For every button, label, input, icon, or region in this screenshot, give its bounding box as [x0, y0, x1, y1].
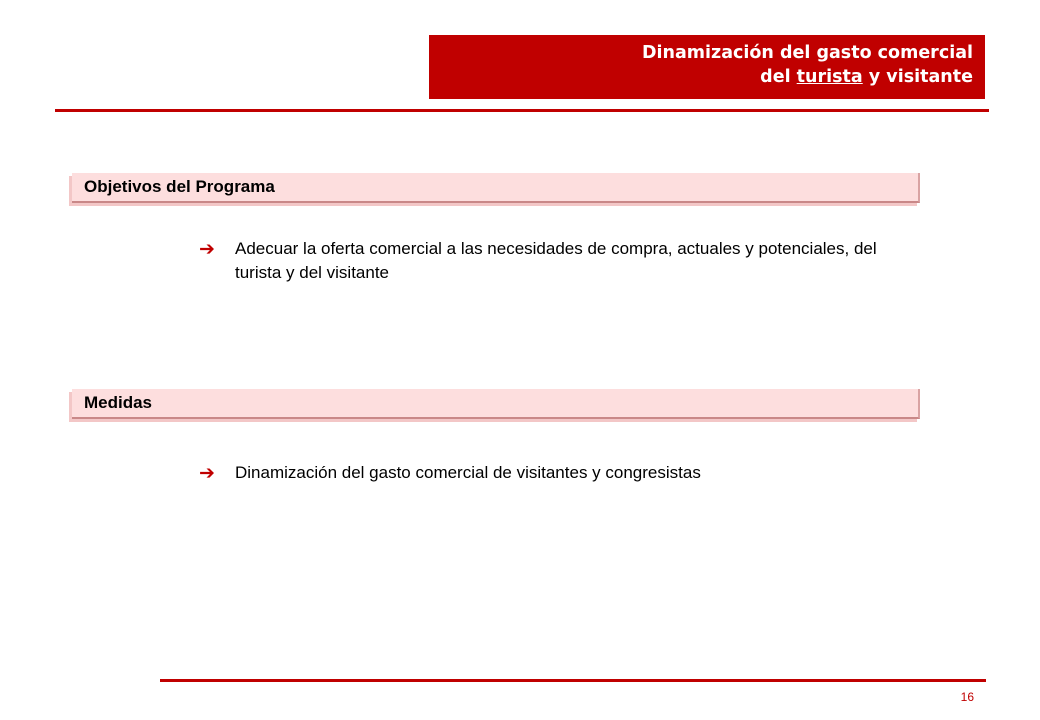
footer-divider: [160, 679, 986, 682]
title-line-2-suffix: y visitante: [862, 67, 973, 87]
objectives-bullet-text: Adecuar la oferta comercial a las necesidades de compra, actuales y potenciales, del turista y del visitante: [235, 239, 877, 282]
objectives-heading-bar: [72, 173, 920, 203]
measures-bullet-text: Dinamización del gasto comercial de visitantes y congresistas: [235, 463, 701, 482]
objectives-bullet: [199, 237, 899, 285]
measures-heading: Medidas: [84, 393, 153, 412]
measures-heading-bar: [72, 389, 920, 419]
right-arrow-icon: ➔: [199, 462, 215, 484]
title-banner: [429, 35, 985, 99]
header-divider: [55, 109, 989, 112]
page-number: 16: [960, 690, 974, 704]
title-line-2: [429, 65, 973, 89]
title-underlined-word: turista: [796, 67, 863, 87]
right-arrow-icon: ➔: [199, 238, 215, 260]
objectives-heading: Objetivos del Programa: [84, 177, 275, 196]
title-line-2-prefix: del: [760, 67, 797, 87]
title-line-1: Dinamización del gasto comercial: [642, 43, 973, 63]
measures-bullet: [199, 461, 899, 485]
